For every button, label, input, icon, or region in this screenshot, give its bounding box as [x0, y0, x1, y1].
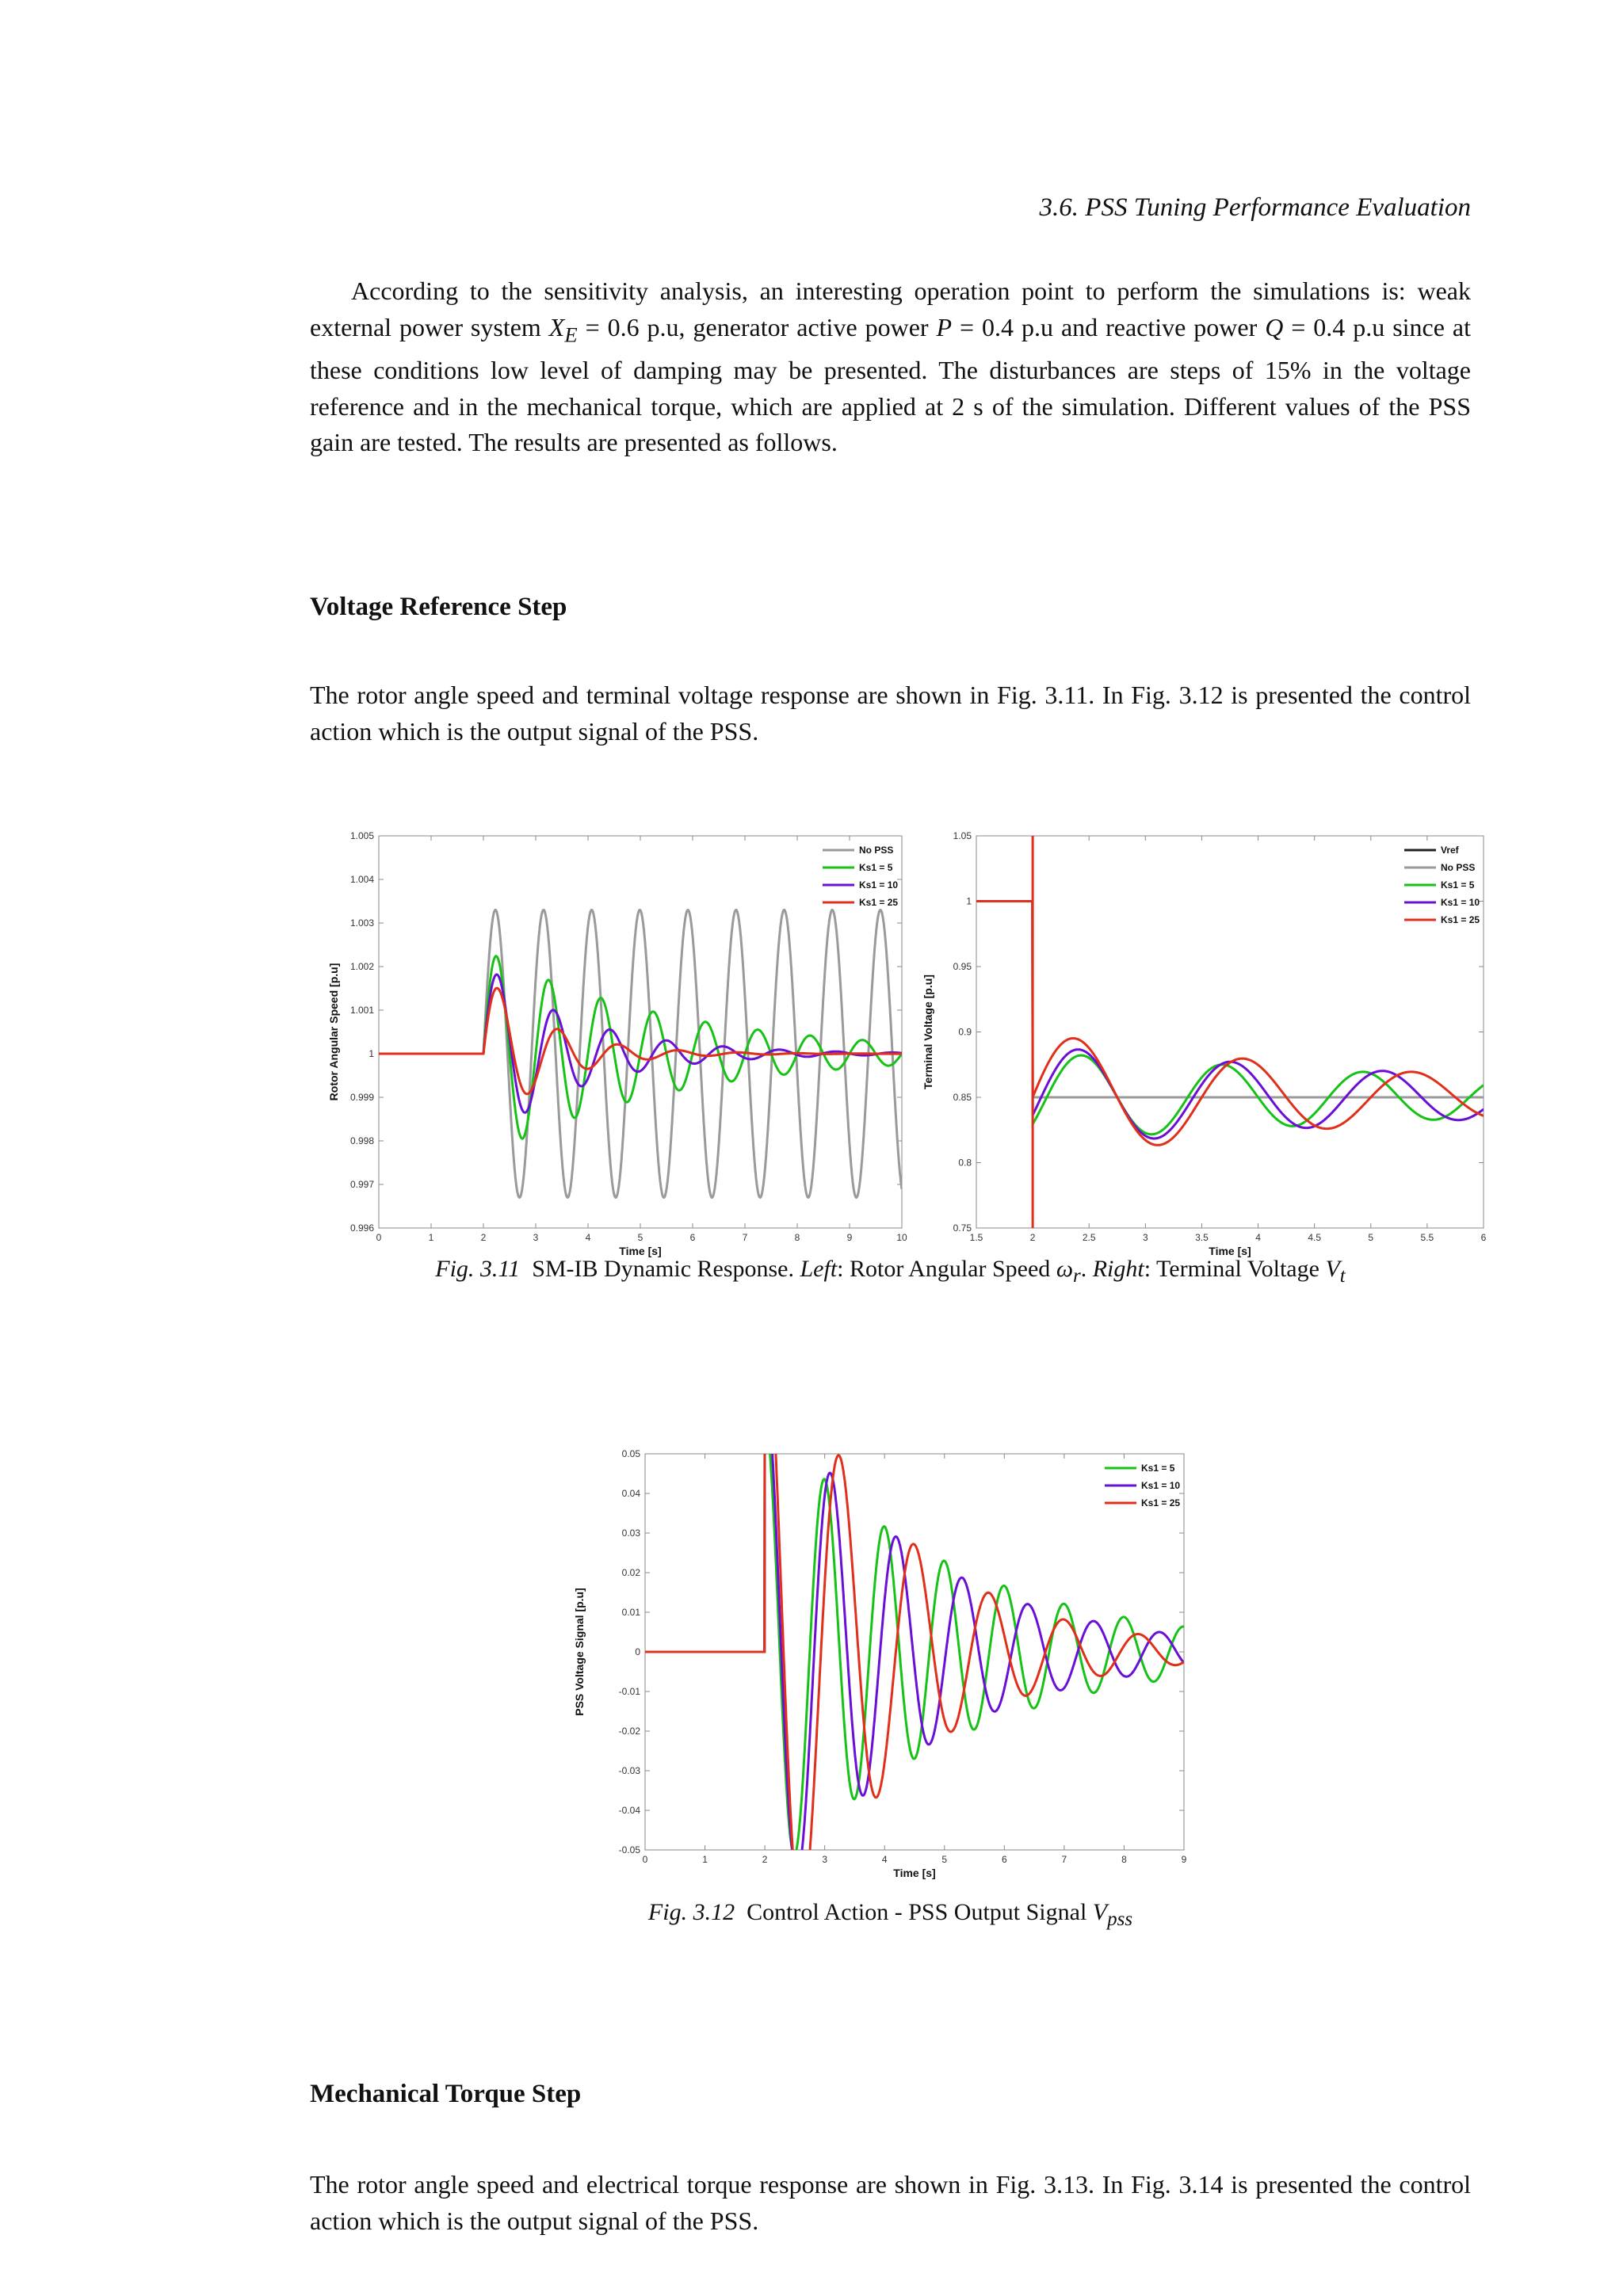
- x-tick-label: 3.5: [1195, 1232, 1209, 1243]
- y-tick-label: -0.04: [618, 1805, 640, 1816]
- legend-entry: Ks1 = 25: [1141, 1497, 1181, 1508]
- terminal-voltage-chart: [919, 820, 1498, 1264]
- x-tick-label: 9: [1181, 1854, 1187, 1865]
- x-tick-label: 4: [1255, 1232, 1261, 1243]
- legend-entry: Ks1 = 25: [859, 897, 899, 908]
- x-tick-label: 5: [1368, 1232, 1374, 1243]
- x-axis-label: Time [s]: [619, 1245, 662, 1257]
- x-tick-label: 0: [376, 1232, 382, 1243]
- y-tick-label: 0: [635, 1646, 640, 1657]
- x-axis-label: Time [s]: [1209, 1245, 1251, 1257]
- x-tick-label: 3: [1142, 1232, 1148, 1243]
- legend-entry: Ks1 = 5: [1141, 1463, 1175, 1474]
- x-axis-label: Time [s]: [893, 1867, 936, 1879]
- y-tick-label: 0.996: [349, 1222, 374, 1234]
- y-tick-label: -0.03: [618, 1765, 640, 1776]
- legend-entry: Ks1 = 10: [859, 879, 899, 891]
- section-title-voltage-reference-step: Voltage Reference Step: [310, 593, 567, 621]
- rotor-speed-chart: [325, 820, 919, 1264]
- x-tick-label: 2: [480, 1232, 487, 1243]
- legend-entry: Ks1 = 10: [1441, 897, 1480, 908]
- x-tick-label: 5: [941, 1854, 948, 1865]
- y-tick-label: -0.02: [618, 1726, 640, 1737]
- running-head: 3.6. PSS Tuning Performance Evaluation: [1039, 193, 1471, 222]
- y-tick-label: 0.04: [621, 1488, 640, 1499]
- y-tick-label: 0.9: [958, 1026, 972, 1038]
- x-tick-label: 8: [794, 1232, 800, 1243]
- y-tick-label: -0.05: [618, 1844, 640, 1855]
- x-tick-label: 6: [689, 1232, 696, 1243]
- x-tick-label: 8: [1121, 1854, 1127, 1865]
- legend-entry: No PSS: [1441, 862, 1476, 873]
- fig-3-11-caption: Fig. 3.11 SM-IB Dynamic Response. Left: Rotor Angular Speed $\omega_r$. Right: Terminal Voltage $V_t$: [435, 1256, 1346, 1287]
- x-tick-label: 2: [762, 1854, 768, 1865]
- x-tick-label: 2.5: [1082, 1232, 1096, 1243]
- x-tick-label: 4.5: [1308, 1232, 1322, 1243]
- x-tick-label: 1: [428, 1232, 434, 1243]
- y-tick-label: 0.997: [349, 1179, 374, 1190]
- legend-entry: Ks1 = 5: [1441, 879, 1475, 891]
- plot-frame: [976, 836, 1484, 1228]
- y-tick-label: 1.003: [349, 917, 374, 929]
- x-tick-label: 0: [642, 1854, 648, 1865]
- legend-entry: Ks1 = 5: [859, 862, 893, 873]
- pss-output-chart: [571, 1430, 1205, 1890]
- x-tick-label: 6: [1001, 1854, 1007, 1865]
- y-tick-label: 0.05: [621, 1448, 640, 1459]
- y-tick-label: 1.002: [349, 961, 374, 972]
- y-tick-label: 1.001: [349, 1005, 374, 1016]
- x-tick-label: 4: [585, 1232, 591, 1243]
- section-title-mechanical-torque-step: Mechanical Torque Step: [310, 2080, 582, 2108]
- x-tick-label: 1: [702, 1854, 708, 1865]
- y-tick-label: 0.01: [621, 1607, 640, 1618]
- y-tick-label: 0.998: [349, 1135, 374, 1146]
- y-tick-label: 1.004: [349, 874, 374, 885]
- x-tick-label: 2: [1029, 1232, 1036, 1243]
- intro-paragraph: According to the sensitivity analysis, an interesting operation point to perform the simulations is: weak external power system $X_E = 0.6$ p.u, generator active power P = 0.4 p.u and reactive power Q = 0.4 p.u since at these conditions low level of damping may be presented. The disturbances are steps of 15% in the voltage reference and in the mechanical torque, which are applied at 2 s of the simulation. Different values of the PSS gain are tested. The results are presented as follows.: [310, 277, 1472, 457]
- x-tick-label: 9: [846, 1232, 853, 1243]
- y-tick-label: 0.999: [349, 1092, 374, 1103]
- y-tick-label: 0.8: [958, 1157, 972, 1169]
- y-tick-label: -0.01: [618, 1686, 640, 1697]
- x-tick-label: 10: [896, 1232, 907, 1243]
- y-tick-label: 1.05: [953, 830, 972, 841]
- y-tick-label: 0.75: [953, 1222, 972, 1234]
- legend-entry: No PSS: [859, 845, 894, 856]
- y-tick-label: 0.85: [953, 1092, 972, 1103]
- y-axis-label: Terminal Voltage [p.u]: [922, 974, 934, 1089]
- x-tick-label: 3: [533, 1232, 539, 1243]
- x-tick-label: 6: [1480, 1232, 1487, 1243]
- y-tick-label: 1.005: [349, 830, 374, 841]
- x-tick-label: 5.5: [1420, 1232, 1434, 1243]
- x-tick-label: 5: [637, 1232, 643, 1243]
- legend-entry: Ks1 = 10: [1141, 1480, 1181, 1491]
- x-tick-label: 7: [1061, 1854, 1067, 1865]
- section-torque-text: The rotor angle speed and electrical torque response are shown in Fig. 3.13. In Fig. 3.14 is presented the control action which is the output signal of the PSS.: [310, 2170, 1471, 2235]
- y-tick-label: 0.03: [621, 1527, 640, 1539]
- x-tick-label: 7: [742, 1232, 748, 1243]
- y-tick-label: 0.95: [953, 961, 972, 972]
- section-voltage-text: The rotor angle speed and terminal voltage response are shown in Fig. 3.11. In Fig. 3.12 is presented the control action which is the output signal of the PSS.: [310, 681, 1471, 746]
- x-tick-label: 3: [822, 1854, 828, 1865]
- legend-entry: Vref: [1441, 845, 1459, 856]
- plot-frame: [379, 836, 902, 1228]
- x-tick-label: 1.5: [969, 1232, 983, 1243]
- fig-3-12-caption: Fig. 3.12 Control Action - PSS Output Signal $V_{pss}$: [647, 1899, 1133, 1930]
- x-tick-label: 4: [881, 1854, 888, 1865]
- y-tick-label: 1: [966, 895, 972, 907]
- y-axis-label: Rotor Angular Speed [p.u]: [327, 963, 340, 1101]
- y-tick-label: 1: [369, 1048, 374, 1059]
- y-tick-label: 0.02: [621, 1567, 640, 1578]
- y-axis-label: PSS Voltage Signal [p.u]: [573, 1588, 586, 1716]
- legend-entry: Ks1 = 25: [1441, 914, 1480, 925]
